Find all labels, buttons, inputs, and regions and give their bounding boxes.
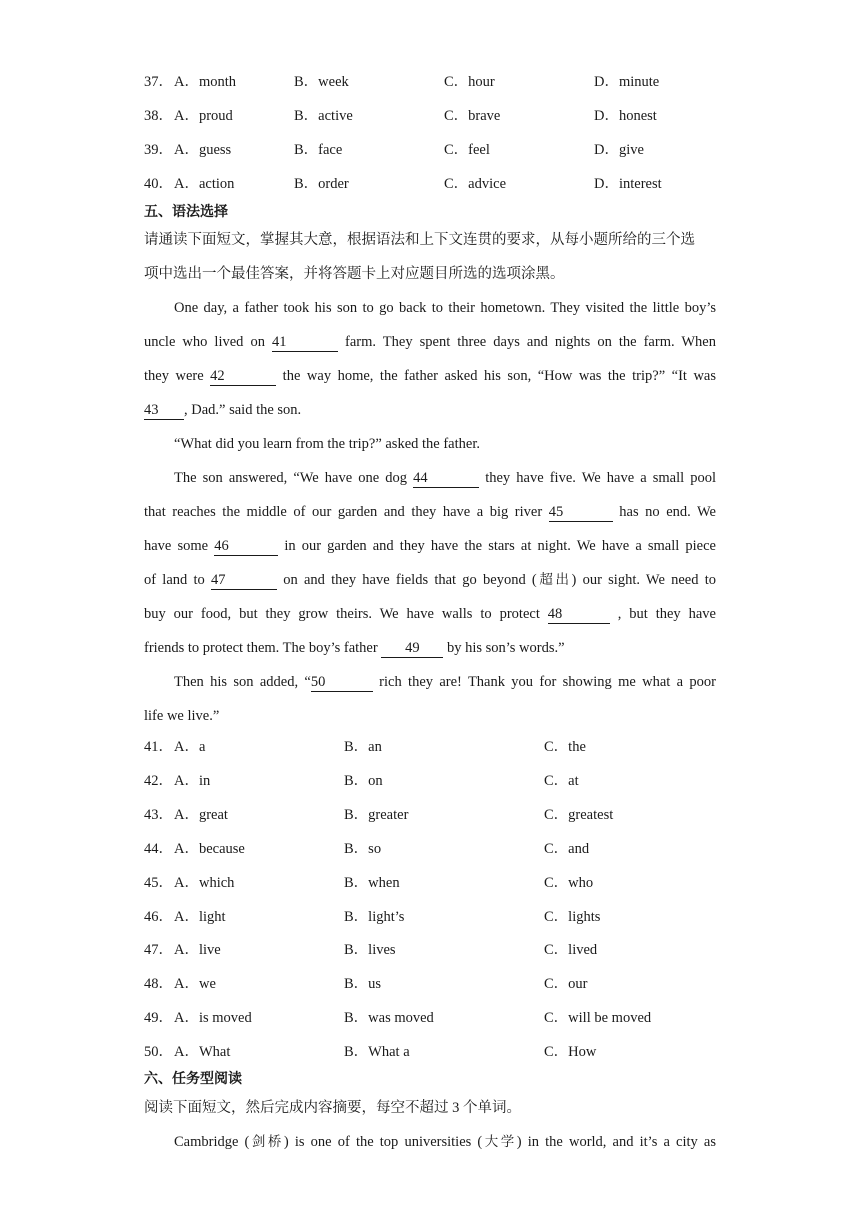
question-number: 39．	[144, 142, 173, 158]
option-b[interactable]: B．so	[344, 840, 382, 857]
question-number: 44．	[144, 840, 173, 857]
option-b[interactable]: B．lives	[344, 942, 396, 959]
option-b[interactable]: B．an	[344, 739, 382, 755]
option-b[interactable]: B．order	[294, 176, 349, 192]
instruction-line: 阅读下面短文，然后完成内容摘要，每空不超过 3 个单词。	[144, 1100, 521, 1116]
question-number: 38．	[144, 108, 173, 124]
option-b[interactable]: B．greater	[344, 806, 409, 823]
option-a[interactable]: A．light	[174, 908, 226, 925]
option-a[interactable]: A．live	[174, 942, 221, 959]
passage-line: 43 , Dad.” said the son.	[144, 402, 302, 418]
option-b[interactable]: B．week	[294, 74, 349, 90]
question-number: 40．	[144, 176, 173, 192]
blank-50[interactable]: 50	[311, 674, 373, 692]
blank-48[interactable]: 48	[548, 606, 610, 624]
passage-line: The son answered, “We have one dog 44 they have five. We have a small pool	[174, 470, 717, 486]
option-d[interactable]: D．give	[594, 142, 644, 158]
option-c[interactable]: C．and	[544, 840, 590, 857]
option-a[interactable]: A．month	[174, 74, 237, 90]
blank-49[interactable]: 49	[381, 640, 443, 658]
passage-line: have some 46 in our garden and they have the stars at night. We have a small piece	[144, 538, 716, 554]
option-b[interactable]: B．What a	[344, 1044, 410, 1061]
blank-43[interactable]: 43	[144, 402, 184, 420]
passage-line: they were 42 the way home, the father asked his son, “How was the trip?” “It was	[144, 368, 717, 384]
option-a[interactable]: A．great	[174, 806, 228, 823]
question-row	[144, 805, 724, 825]
question-row	[144, 106, 724, 126]
option-c[interactable]: C．our	[544, 976, 588, 993]
blank-46[interactable]: 46	[214, 538, 278, 556]
option-c[interactable]: C．at	[544, 772, 579, 789]
question-row	[144, 839, 724, 859]
option-b[interactable]: B．active	[294, 108, 353, 124]
question-number: 49．	[144, 1010, 173, 1027]
passage-line: Cambridge (剑桥) is one of the top universities (大学) in the world, and it’s a city as	[174, 1134, 716, 1150]
option-c[interactable]: C．who	[544, 874, 594, 891]
option-c[interactable]: C．hour	[444, 74, 495, 90]
blank-44[interactable]: 44	[413, 470, 479, 488]
passage-line: buy our food, but they grow theirs. We have walls to protect 48 , but they have	[144, 606, 716, 622]
section-heading-grammar: 五、语法选择	[144, 204, 228, 220]
question-number: 45．	[144, 874, 173, 891]
option-b[interactable]: B．on	[344, 772, 383, 789]
question-number: 43．	[144, 806, 173, 823]
option-b[interactable]: B．face	[294, 142, 343, 158]
option-a[interactable]: A．proud	[174, 108, 233, 124]
option-a[interactable]: A．which	[174, 874, 235, 891]
passage-line: One day, a father took his son to go back to their hometown. They visited the little boy’s	[174, 300, 716, 316]
blank-41[interactable]: 41	[272, 334, 338, 352]
question-number: 48．	[144, 976, 173, 993]
question-row	[144, 771, 724, 791]
question-row	[144, 140, 724, 160]
blank-42[interactable]: 42	[210, 368, 276, 386]
question-number: 47．	[144, 942, 173, 959]
option-b[interactable]: B．light’s	[344, 908, 405, 925]
option-a[interactable]: A．because	[174, 840, 245, 857]
option-a[interactable]: A．is moved	[174, 1010, 252, 1027]
passage-line: that reaches the middle of our garden and they have a big river 45 has no end. We	[144, 504, 716, 520]
question-number: 37．	[144, 74, 173, 90]
question-number: 46．	[144, 908, 173, 925]
option-a[interactable]: A．in	[174, 772, 211, 789]
instruction-line: 项中选出一个最佳答案，并将答题卡上对应题目所选的选项涂黑。	[144, 266, 565, 282]
option-a[interactable]: A．we	[174, 976, 216, 993]
option-c[interactable]: C．lights	[544, 908, 601, 925]
question-number: 41．	[144, 739, 173, 755]
option-c[interactable]: C．the	[544, 739, 586, 755]
question-row	[144, 72, 724, 92]
question-row	[144, 940, 724, 960]
question-row	[144, 907, 724, 927]
passage-line: friends to protect them. The boy’s father 49 by his son’s words.”	[144, 640, 565, 656]
instruction-line: 请通读下面短文，掌握其大意，根据语法和上下文连贯的要求，从每小题所给的三个选	[144, 232, 695, 248]
question-row	[144, 737, 724, 757]
option-d[interactable]: D．minute	[594, 74, 660, 90]
passage-line: Then his son added, “50 rich they are! Thank you for showing me what a poor	[174, 674, 716, 690]
question-number: 42．	[144, 772, 173, 789]
option-d[interactable]: D．honest	[594, 108, 657, 124]
blank-45[interactable]: 45	[549, 504, 613, 522]
option-b[interactable]: B．when	[344, 874, 400, 891]
question-row	[144, 1008, 724, 1028]
question-row	[144, 873, 724, 893]
passage-line: “What did you learn from the trip?” asked the father.	[174, 436, 480, 452]
option-a[interactable]: A．guess	[174, 142, 232, 158]
section-heading-task-reading: 六、任务型阅读	[144, 1071, 242, 1087]
passage-line: uncle who lived on 41 farm. They spent three days and nights on the farm. When	[144, 334, 716, 350]
option-c[interactable]: C．feel	[444, 142, 490, 158]
blank-47[interactable]: 47	[211, 572, 277, 590]
passage-line: life we live.”	[144, 708, 220, 724]
option-b[interactable]: B．us	[344, 976, 382, 993]
option-c[interactable]: C．brave	[444, 108, 501, 124]
option-a[interactable]: A．a	[174, 739, 206, 755]
question-row	[144, 1042, 724, 1062]
option-a[interactable]: A．action	[174, 176, 235, 192]
option-c[interactable]: C．advice	[444, 176, 507, 192]
option-c[interactable]: C．greatest	[544, 806, 614, 823]
option-d[interactable]: D．interest	[594, 176, 662, 192]
option-a[interactable]: A．What	[174, 1044, 231, 1061]
option-b[interactable]: B．was moved	[344, 1010, 434, 1027]
passage-line: of land to 47 on and they have fields that go beyond (超出) our sight. We need to	[144, 572, 716, 588]
option-c[interactable]: C．How	[544, 1044, 597, 1061]
question-number: 50．	[144, 1044, 173, 1061]
question-row	[144, 174, 724, 194]
question-row	[144, 974, 724, 994]
option-c[interactable]: C．will be moved	[544, 1010, 652, 1027]
option-c[interactable]: C．lived	[544, 942, 598, 959]
